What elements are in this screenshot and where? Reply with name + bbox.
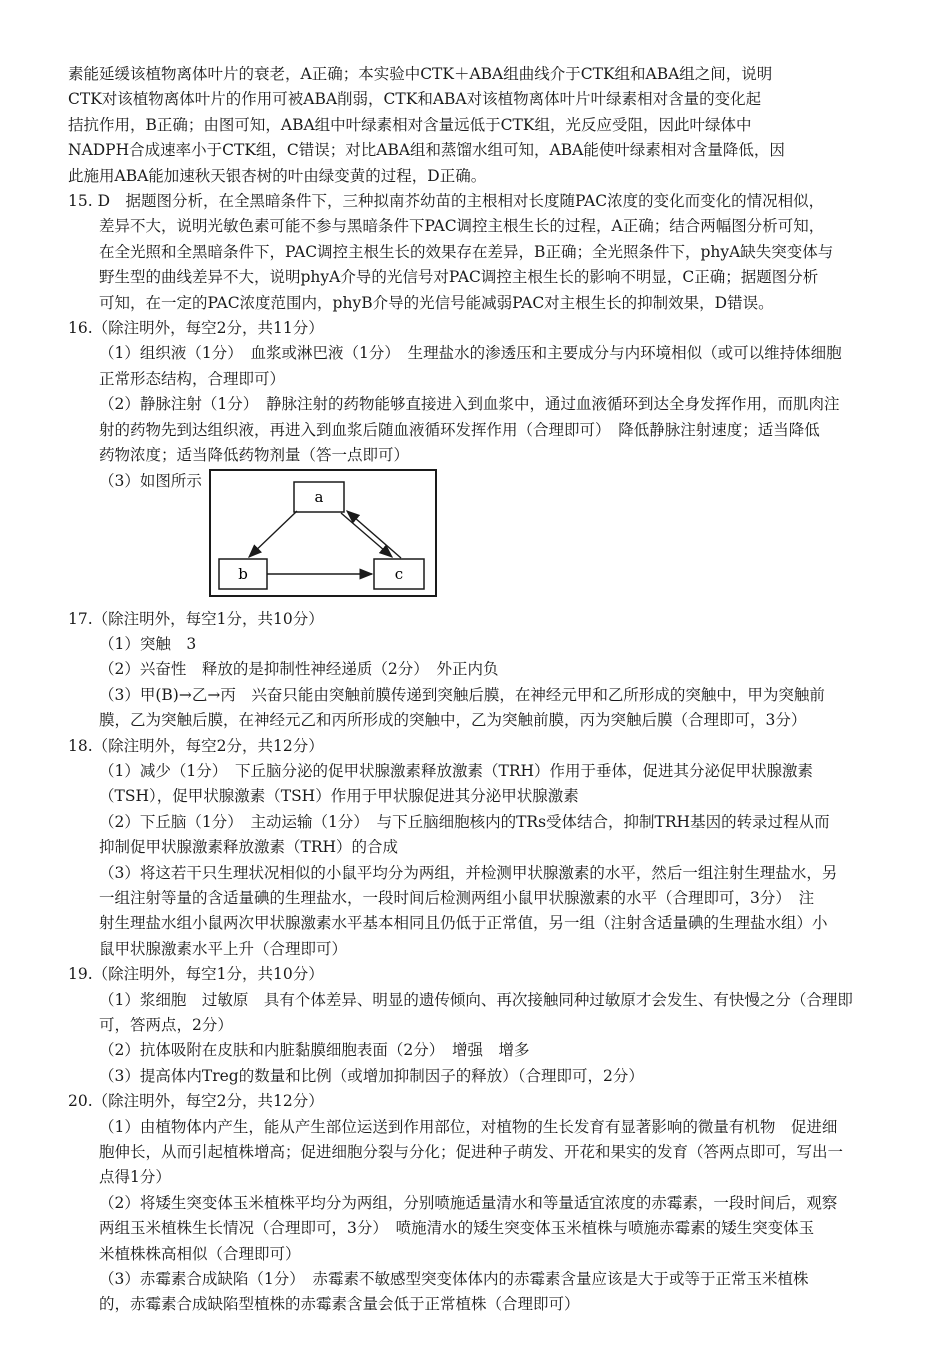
text-line: 抑制促甲状腺激素释放激素（TRH）的合成 (99, 838, 399, 857)
text-line: （3）将这若干只生理状况相似的小鼠平均分为两组，并检测甲状腺激素的水平，然后一组注射生理盐水，另 (99, 863, 838, 882)
text-line: （2）下丘脑（1分） 主动运输（1分） 与下丘脑细胞核内的TRs受体结合，抑制TRH基因的转录过程从而 (99, 812, 830, 831)
q18-answer (68, 734, 913, 963)
node-b-label: b (238, 564, 248, 583)
text-line: 鼠甲状腺激素水平上升（合理即可） (99, 939, 348, 958)
text-line: 胞伸长，从而引起植株增高；促进细胞分裂与分化；促进种子萌发、开花和果实的发育（答两点即可，写出一 (99, 1143, 844, 1162)
question-header: 16.（除注明外，每空2分，共11分） (68, 319, 324, 338)
text-line: （3）赤霉素合成缺陷（1分） 赤霉素不敏感型突变体体内的赤霉素含量应该是大于或等于正常玉米植株 (99, 1270, 809, 1289)
text-line: 野生型的曲线差异不大，说明phyA介导的光信号对PAC调控主根生长的影响不明显，C正确；据题图分析 (99, 268, 819, 287)
text-line: 点得1分） (99, 1168, 171, 1187)
text-line: （3）提高体内Treg的数量和比例（或增加抑制因子的释放）（合理即可，2分） (99, 1066, 644, 1085)
arrow-a-to-c (341, 513, 392, 557)
text-line: （1）由植物体内产生，能从产生部位运送到作用部位，对植物的生长发育有显著影响的微量有机物 促进细 (99, 1117, 838, 1136)
q19-answer (68, 962, 913, 1089)
q16-answer (68, 316, 913, 606)
arrow-a-to-b (249, 511, 297, 557)
relationship-diagram (209, 469, 439, 599)
text-line: 差异不大，说明光敏色素可能不参与黑暗条件下PAC调控主根生长的过程，A正确；结合两幅图分析可知， (99, 217, 825, 236)
text-line: （1）减少（1分） 下丘脑分泌的促甲状腺激素释放激素（TRH）作用于垂体，促进其分泌促甲状腺激素 (99, 761, 814, 780)
question-header: 17.（除注明外，每空1分，共10分） (68, 609, 324, 628)
answer-page (68, 62, 913, 1318)
node-a-label: a (314, 487, 324, 506)
text-line: 素能延缓该植物离体叶片的衰老，A正确；本实验中CTK＋ABA组曲线介于CTK组和ABA组之间，说明 (68, 65, 773, 83)
text-line: 射的药物先到达组织液，再进入到血浆后随血液循环发挥作用（合理即可） 降低静脉注射速度；适当降低 (99, 420, 820, 439)
text-line: （2）兴奋性 释放的是抑制性神经递质（2分） 外正内负 (99, 660, 499, 679)
diagram-caption: （3）如图所示 (99, 471, 202, 490)
text-line: （2）将矮生突变体玉米植株平均分为两组，分别喷施适量清水和等量适宜浓度的赤霉素，一段时间后，观察 (99, 1193, 838, 1212)
text-line: 膜，乙为突触后膜，在神经元乙和丙所形成的突触中，乙为突触前膜，丙为突触后膜（合理即可，3分） (99, 711, 807, 730)
text-line: （1）组织液（1分） 血浆或淋巴液（1分） 生理盐水的渗透压和主要成分与内环境相似（或可以维持体细胞 (99, 344, 842, 363)
q15-explanation (68, 189, 913, 316)
text-line: NADPH合成速率小于CTK组，C错误；对比ABA组和蒸馏水组可知，ABA能使叶绿素相对含量降低，因 (68, 141, 785, 160)
text-line: 米植株株高相似（合理即可） (99, 1244, 301, 1263)
text-line: 的，赤霉素合成缺陷型植株的赤霉素含量会低于正常植株（合理即可） (99, 1295, 580, 1314)
text-line: 可，答两点，2分） (99, 1016, 233, 1034)
text-line: 药物浓度；适当降低药物剂量（答一点即可） (99, 446, 410, 465)
question-header: 19.（除注明外，每空1分，共10分） (68, 965, 324, 984)
q14-explanation (68, 62, 913, 189)
text-line: 15. D 据题图分析，在全黑暗条件下，三种拟南芥幼苗的主根相对长度随PAC浓度的变化而变化的情况相似， (68, 192, 825, 211)
text-line: 正常形态结构，合理即可） (99, 369, 286, 388)
diagram-row (68, 469, 913, 607)
text-line: （TSH），促甲状腺激素（TSH）作用于甲状腺促进其分泌甲状腺激素 (99, 787, 579, 806)
arrow-c-to-a (347, 511, 401, 558)
text-line: 拮抗作用，B正确；由图可知，ABA组中叶绿素相对含量远低于CTK组，光反应受阻，因此叶绿体中 (68, 115, 752, 134)
text-line: 一组注射等量的含适量碘的生理盐水，一段时间后检测两组小鼠甲状腺激素的水平（合理即可，3分） 注 (99, 888, 815, 907)
text-line: 可知，在一定的PAC浓度范围内，phyB介导的光信号能减弱PAC对主根生长的抑制效果，D错误。 (99, 293, 774, 312)
text-line: 此施用ABA能加速秋天银杏树的叶由绿变黄的过程，D正确。 (68, 166, 487, 185)
question-header: 20.（除注明外，每空2分，共12分） (68, 1092, 324, 1111)
text-line: CTK对该植物离体叶片的作用可被ABA削弱，CTK和ABA对该植物离体叶片叶绿素相对含量的变化起 (68, 90, 762, 109)
text-line: （2）抗体吸附在皮肤和内脏黏膜细胞表面（2分） 增强 增多 (99, 1041, 530, 1060)
text-line: （1）突触 3 (99, 634, 197, 653)
text-line: 在全光照和全黑暗条件下，PAC调控主根生长的效果存在差异，B正确；全光照条件下，phyA缺失突变体与 (99, 242, 834, 261)
q17-answer (68, 607, 913, 734)
question-header: 18.（除注明外，每空2分，共12分） (68, 736, 324, 755)
text-line: （3）甲(B)→乙→丙 兴奋只能由突触前膜传递到突触后膜，在神经元甲和乙所形成的突触中，甲为突触前 (99, 685, 825, 704)
text-line: 射生理盐水组小鼠两次甲状腺激素水平基本相同且仍低于正常值，另一组（注射含适量碘的生理盐水组）小 (99, 914, 828, 933)
text-line: （1）浆细胞 过敏原 具有个体差异、明显的遗传倾向、再次接触同种过敏原才会发生、有快慢之分（合理即 (99, 990, 853, 1009)
text-line: 两组玉米植株生长情况（合理即可，3分） 喷施清水的矮生突变体玉米植株与喷施赤霉素的矮生突变体玉 (99, 1219, 815, 1238)
q20-answer (68, 1089, 913, 1318)
text-line: （2）静脉注射（1分） 静脉注射的药物能够直接进入到血浆中，通过血液循环到达全身发挥作用，而肌肉注 (99, 395, 840, 414)
node-c-label: c (394, 564, 404, 583)
